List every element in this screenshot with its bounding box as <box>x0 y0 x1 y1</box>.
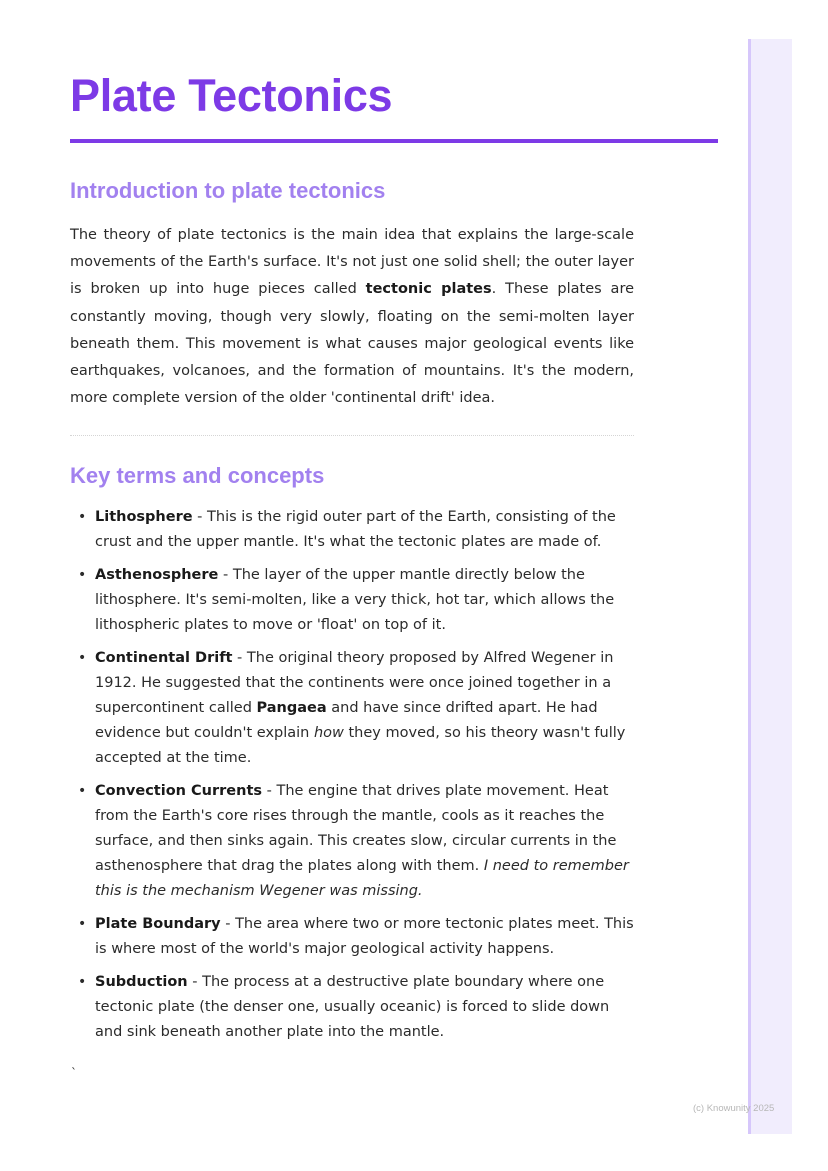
copyright-footer: (c) Knowunity 2025 <box>693 1103 775 1114</box>
intro-bold-term: tectonic plates <box>365 281 492 298</box>
side-margin-line <box>748 39 751 1134</box>
bullet-marker: • <box>78 650 87 666</box>
term-label: Asthenosphere <box>95 567 219 583</box>
introduction-paragraph <box>70 222 634 412</box>
term-definition: - This is the rigid outer part of the Earth, consisting of the crust and the upper mantle. It's what the tectonic plates are made of. <box>95 509 616 550</box>
term-definition-part-2: and have since drifted apart. He had evidence but couldn't explain <box>95 700 598 741</box>
list-item-plate-boundary <box>70 912 640 962</box>
term-label: Convection Currents <box>95 783 263 799</box>
bullet-marker: • <box>78 783 87 799</box>
side-margin-panel <box>748 39 792 1134</box>
section-divider <box>70 435 634 436</box>
key-terms-list <box>70 505 640 1053</box>
page-title: Plate Tectonics <box>70 70 393 121</box>
list-item-asthenosphere <box>70 563 640 638</box>
list-item-lithosphere <box>70 505 640 555</box>
term-bold-pangaea: Pangaea <box>256 700 327 716</box>
term-definition-part-1: - The original theory proposed by Alfred Wegener in 1912. He suggested that the continents were once joined together in a supercontinent called <box>95 650 614 716</box>
title-underline <box>70 139 718 143</box>
bullet-marker: • <box>78 916 87 932</box>
stray-backtick-mark: ` <box>71 1066 77 1080</box>
bullet-marker: • <box>78 974 87 990</box>
list-item-convection-currents <box>70 779 640 904</box>
term-definition: - The layer of the upper mantle directly below the lithosphere. It's semi-molten, like a very thick, hot tar, which allows the lithospheric plates to move or 'float' on top of it. <box>95 567 615 633</box>
intro-text-part-2: . These plates are constantly moving, though very slowly, floating on the semi-molten layer beneath them. This movement is what causes major geological events like earthquakes, volcanoes, and the formation of mountains. It's the modern, more complete version of the older 'continental drift' idea. <box>70 281 635 407</box>
intro-text-part-1: The theory of plate tectonics is the main idea that explains the large-scale movements of the Earth's surface. It's not just one solid shell; the outer layer is broken up into huge pieces called <box>70 227 634 298</box>
term-label: Plate Boundary <box>95 916 221 932</box>
term-label: Subduction <box>95 974 188 990</box>
bullet-marker: • <box>78 509 87 525</box>
term-italic-note: I need to remember this is the mechanism Wegener was missing. <box>95 858 629 899</box>
list-item-subduction <box>70 970 640 1045</box>
term-label: Continental Drift <box>95 650 233 666</box>
bullet-marker: • <box>78 567 87 583</box>
term-definition: - The engine that drives plate movement. Heat from the Earth's core rises through the mantle, cools as it reaches the surface, and then sinks again. This creates slow, circular currents in the asthenosphere that drag the plates along with them. <box>95 783 617 874</box>
section-heading-introduction: Introduction to plate tectonics <box>70 178 386 203</box>
term-italic-how: how <box>313 725 344 741</box>
term-definition-part-3: they moved, so his theory wasn't fully accepted at the time. <box>95 725 626 766</box>
term-definition: - The process at a destructive plate boundary where one tectonic plate (the denser one, usually oceanic) is forced to slide down and sink beneath another plate into the mantle. <box>95 974 610 1040</box>
section-heading-key-terms: Key terms and concepts <box>70 463 325 488</box>
list-item-continental-drift <box>70 646 640 771</box>
term-definition: - The area where two or more tectonic plates meet. This is where most of the world's major geological activity happens. <box>95 916 634 957</box>
term-label: Lithosphere <box>95 509 193 525</box>
